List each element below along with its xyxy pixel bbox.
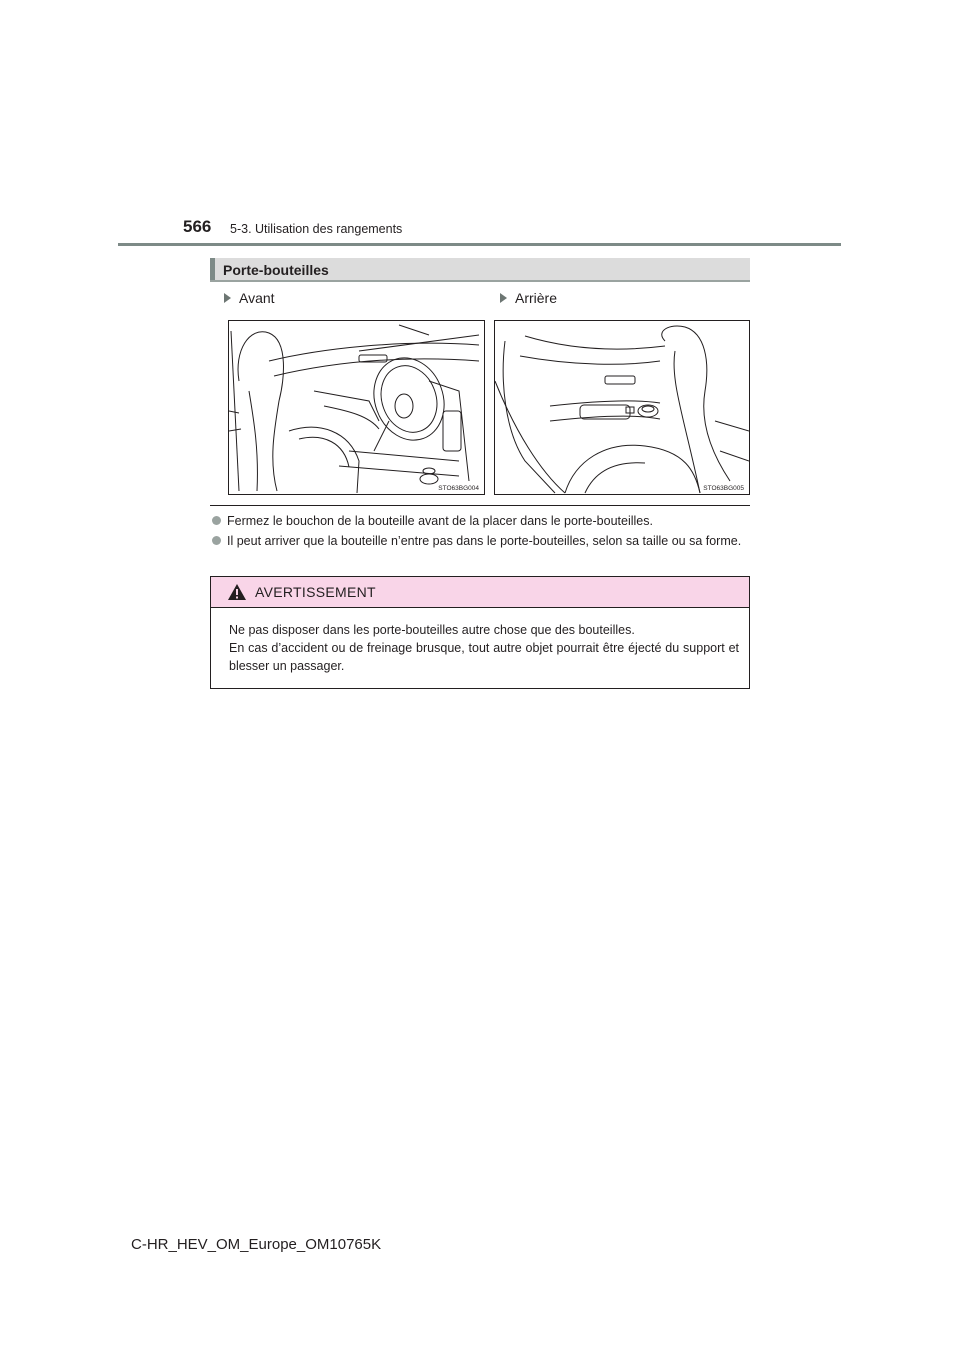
warning-header [211, 577, 749, 608]
front-cabin-illustration [228, 320, 485, 495]
warning-line: En cas d’accident ou de freinage brusque, tout autre objet pourrait être éjecté du support et blesser un passager. [229, 641, 739, 673]
warning-triangle-icon [227, 583, 247, 601]
bullet-text: Fermez le bouchon de la bouteille avant de la placer dans le porte-bouteilles. [227, 514, 653, 528]
bullet-dot-icon [212, 536, 221, 545]
warning-line: Ne pas disposer dans les porte-bouteilles autre chose que des bouteilles. [229, 623, 635, 637]
figure-label-rear [500, 290, 557, 306]
figure-code-rear: STO63BG005 [703, 485, 744, 492]
header-rule [118, 243, 841, 246]
figure-code-front: STO63BG004 [438, 485, 479, 492]
section-heading-bar [210, 258, 750, 282]
bullet-dot-icon [212, 516, 221, 525]
warning-body [229, 621, 739, 675]
bullet-item [212, 512, 750, 530]
triangle-marker-icon [224, 293, 231, 303]
figure-divider [210, 505, 750, 506]
figure-label-rear-text: Arrière [515, 290, 558, 306]
bullet-item [212, 532, 750, 550]
document-footer: C-HR_HEV_OM_Europe_OM10765K [131, 1236, 382, 1253]
warning-title: AVERTISSEMENT [255, 584, 376, 600]
triangle-marker-icon [500, 293, 507, 303]
warning-box [210, 576, 750, 689]
figure-label-front [224, 290, 275, 306]
section-heading: Porte-bouteilles [223, 262, 329, 278]
heading-accent [210, 258, 215, 280]
page-number: 566 [183, 217, 212, 236]
section-title: 5-3. Utilisation des rangements [230, 222, 403, 236]
figure-label-front-text: Avant [239, 290, 275, 306]
bullet-text: Il peut arriver que la bouteille n’entre pas dans le porte-bouteilles, selon sa taille ou sa forme. [227, 534, 742, 548]
rear-cabin-illustration [494, 320, 750, 495]
